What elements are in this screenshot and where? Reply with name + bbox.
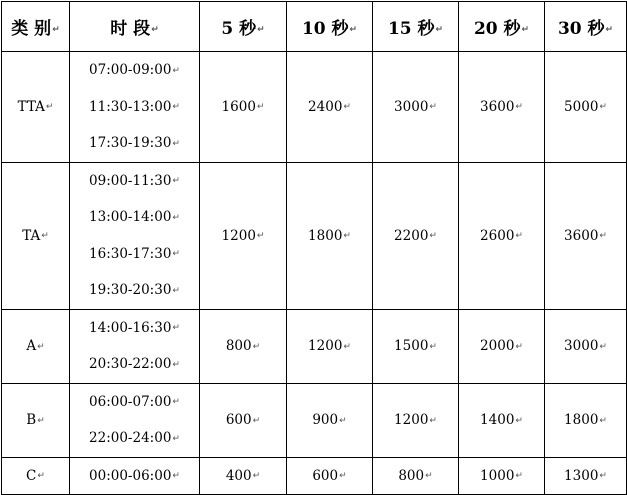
category-cell: TA↵ [2,162,70,309]
period-cell [70,457,200,495]
time-range: 20:30-22:00↵ [89,356,180,372]
table-row-tta [2,52,627,163]
time-range: 19:30-20:30↵ [89,282,180,298]
price-cell-30s: 1300↵ [545,457,627,495]
header-duration-30s: 30 秒↵ [545,2,627,52]
price-cell-10s: 600↵ [287,457,373,495]
price-cell-15s: 1200↵ [373,383,459,457]
time-range: 06:00-07:00↵ [89,393,180,410]
header-period: 时 段↵ [70,2,200,52]
period-cell [70,162,200,309]
time-range: 14:00-16:30↵ [89,319,180,336]
header-category: 类 别↵ [2,2,70,52]
price-cell-10s: 1800↵ [287,162,373,309]
header-duration-5s: 5 秒↵ [200,2,287,52]
price-cell-20s: 1400↵ [459,383,545,457]
price-cell-10s: 1200↵ [287,309,373,383]
time-range: 17:30-19:30↵ [89,135,180,151]
price-cell-20s: 1000↵ [459,457,545,495]
price-cell-15s: 800↵ [373,457,459,495]
time-range: 11:30-13:00↵ [89,98,180,115]
price-cell-15s: 1500↵ [373,309,459,383]
category-cell: C↵ [2,457,70,495]
price-cell-5s: 1200↵ [200,162,287,309]
table-row-b [2,383,627,457]
rate-table [1,1,627,495]
price-cell-15s: 3000↵ [373,52,459,163]
time-range: 09:00-11:30↵ [89,172,180,189]
header-duration-20s: 20 秒↵ [459,2,545,52]
header-duration-10s: 10 秒↵ [287,2,373,52]
price-cell-5s: 1600↵ [200,52,287,163]
period-cell [70,309,200,383]
period-cell [70,52,200,163]
price-cell-5s: 600↵ [200,383,287,457]
category-cell: TTA↵ [2,52,70,163]
price-cell-10s: 900↵ [287,383,373,457]
price-cell-20s: 3600↵ [459,52,545,163]
price-cell-5s: 400↵ [200,457,287,495]
price-cell-30s: 3000↵ [545,309,627,383]
price-cell-20s: 2000↵ [459,309,545,383]
header-row [2,2,627,52]
category-cell: B↵ [2,383,70,457]
price-cell-5s: 800↵ [200,309,287,383]
time-range: 07:00-09:00↵ [89,62,180,78]
price-cell-30s: 1800↵ [545,383,627,457]
category-cell: A↵ [2,309,70,383]
table-row-c [2,457,627,495]
table-row-ta [2,162,627,309]
time-range: 00:00-06:00↵ [89,467,180,484]
time-range: 16:30-17:30↵ [89,245,180,262]
price-cell-30s: 3600↵ [545,162,627,309]
table-row-a [2,309,627,383]
price-cell-20s: 2600↵ [459,162,545,309]
price-cell-30s: 5000↵ [545,52,627,163]
header-duration-15s: 15 秒↵ [373,2,459,52]
period-cell [70,383,200,457]
time-range: 22:00-24:00↵ [89,430,180,446]
price-cell-10s: 2400↵ [287,52,373,163]
price-cell-15s: 2200↵ [373,162,459,309]
time-range: 13:00-14:00↵ [89,209,180,225]
